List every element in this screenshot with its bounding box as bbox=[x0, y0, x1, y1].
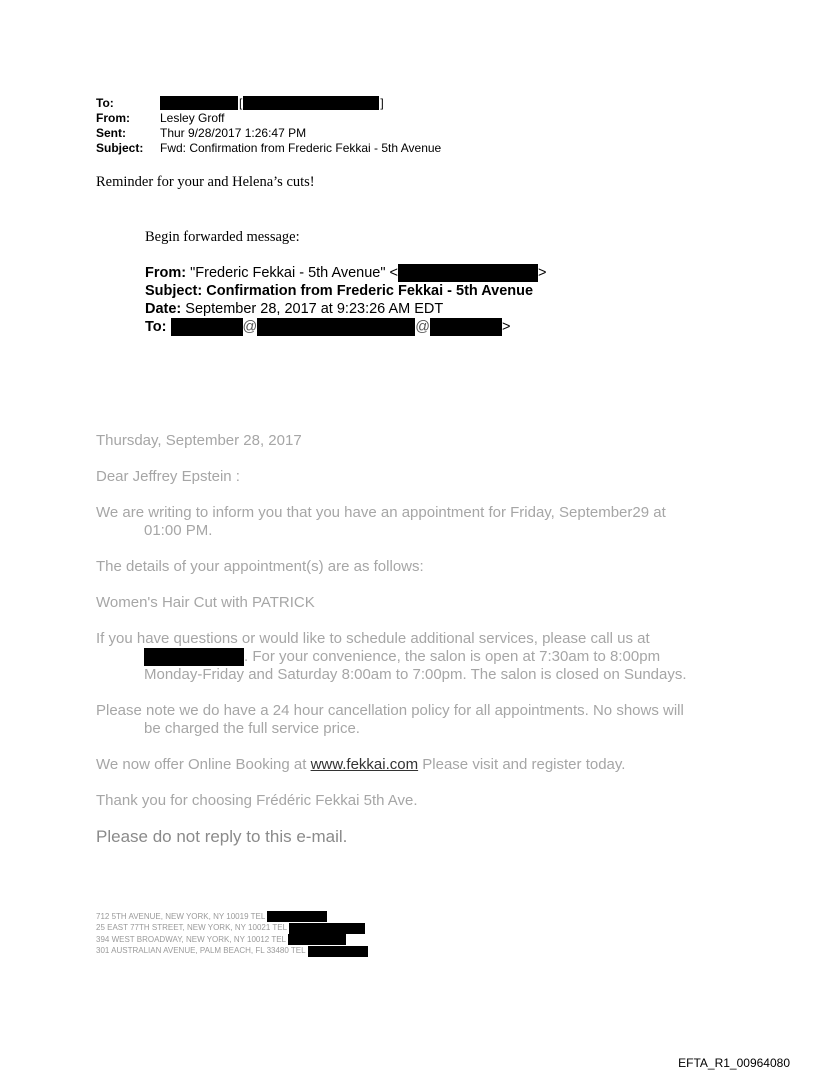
at-sign: @ bbox=[242, 319, 258, 336]
redacted-block bbox=[398, 264, 538, 282]
details-intro: The details of your appointment(s) are as follows: bbox=[96, 558, 424, 575]
cancellation-policy: Please note we do have a 24 hour cancellation policy for all appointments. No shows will be charged the full service price. bbox=[96, 702, 684, 738]
at-sign: @ bbox=[415, 319, 430, 336]
fekkai-link[interactable]: www.fekkai.com bbox=[310, 756, 419, 774]
no-reply-notice: Please do not reply to this e-mail. bbox=[96, 827, 348, 847]
fwd-to-line bbox=[145, 318, 547, 336]
address-text: 301 AUSTRALIAN AVENUE, PALM BEACH, FL 33480 TEL bbox=[96, 946, 306, 956]
online-text: We now offer Online Booking at bbox=[96, 756, 307, 774]
sent-label: Sent: bbox=[96, 126, 126, 140]
register-text: Please visit and register today. bbox=[422, 756, 626, 774]
address-line bbox=[96, 934, 368, 945]
reminder-note: Reminder for your and Helena’s cuts! bbox=[96, 174, 315, 190]
from-value: Lesley Groff bbox=[160, 111, 225, 125]
redacted-block bbox=[289, 923, 365, 934]
appointment-info: We are writing to inform you that you have an appointment for Friday, September29 at 01:00 PM. bbox=[96, 504, 666, 539]
redacted-block bbox=[160, 96, 238, 110]
fwd-subject-line bbox=[145, 282, 547, 300]
fwd-subject-label: Subject: bbox=[145, 283, 203, 300]
questions-paragraph bbox=[96, 630, 696, 684]
address-line bbox=[96, 945, 368, 956]
hours-text: . For your convenience, the salon is open at 7:30am to 8:00pm Monday-Friday and Saturday 8:00am to 7:00pm. The salon is closed on Sundays. bbox=[144, 648, 687, 684]
redacted-phone bbox=[144, 648, 244, 666]
redacted-block bbox=[308, 946, 368, 957]
fwd-from-value: "Frederic Fekkai - 5th Avenue" < bbox=[190, 265, 399, 281]
address-line bbox=[96, 911, 368, 922]
header-subject-row bbox=[96, 141, 441, 156]
thanks-line: Thank you for choosing Frédéric Fekkai 5th Ave. bbox=[96, 792, 418, 810]
redacted-block bbox=[430, 318, 502, 336]
fwd-date-value: September 28, 2017 at 9:23:26 AM EDT bbox=[185, 301, 444, 318]
redacted-block bbox=[243, 96, 379, 110]
document-id: EFTA_R1_00964080 bbox=[678, 1056, 790, 1070]
fwd-from-close: > bbox=[538, 265, 547, 281]
to-label: To: bbox=[96, 96, 114, 110]
header-to-row bbox=[96, 96, 441, 111]
sent-value: Thur 9/28/2017 1:26:47 PM bbox=[160, 126, 307, 140]
fwd-date-label: Date: bbox=[145, 301, 182, 318]
redacted-block bbox=[257, 318, 415, 336]
address-text: 394 WEST BROADWAY, NEW YORK, NY 10012 TEL bbox=[96, 934, 286, 944]
header-sent-row bbox=[96, 126, 441, 141]
greeting: Dear Jeffrey Epstein : bbox=[96, 468, 240, 485]
message-date: Thursday, September 28, 2017 bbox=[96, 432, 302, 449]
questions-text: If you have questions or would like to schedule additional services, please call us at bbox=[96, 630, 650, 647]
fwd-from-label: From: bbox=[145, 265, 187, 281]
bracket-close: ] bbox=[380, 96, 384, 110]
email-header bbox=[96, 96, 441, 156]
online-booking bbox=[96, 756, 696, 774]
fwd-from-line bbox=[145, 264, 547, 282]
message-body bbox=[96, 432, 696, 864]
fwd-to-label: To: bbox=[145, 319, 167, 336]
from-label: From: bbox=[96, 111, 130, 125]
fwd-to-close: > bbox=[501, 319, 511, 336]
bracket-open: [ bbox=[239, 96, 243, 110]
subject-value: Fwd: Confirmation from Frederic Fekkai - 5th Avenue bbox=[160, 141, 442, 155]
service-line: Women's Hair Cut with PATRICK bbox=[96, 594, 315, 611]
redacted-block bbox=[171, 318, 243, 336]
redacted-block bbox=[267, 911, 327, 922]
address-line bbox=[96, 922, 368, 933]
begin-forwarded: Begin forwarded message: bbox=[145, 229, 300, 245]
fwd-date-line bbox=[145, 300, 547, 318]
address-text: 25 EAST 77TH STREET, NEW YORK, NY 10021 TEL bbox=[96, 923, 287, 933]
salon-addresses bbox=[96, 911, 368, 957]
forwarded-message bbox=[145, 229, 547, 336]
header-from-row bbox=[96, 111, 441, 126]
fwd-subject-value: Confirmation from Frederic Fekkai - 5th Avenue bbox=[206, 283, 534, 300]
address-text: 712 5TH AVENUE, NEW YORK, NY 10019 TEL bbox=[96, 912, 265, 921]
redacted-block bbox=[288, 934, 346, 945]
subject-label: Subject: bbox=[96, 141, 144, 155]
